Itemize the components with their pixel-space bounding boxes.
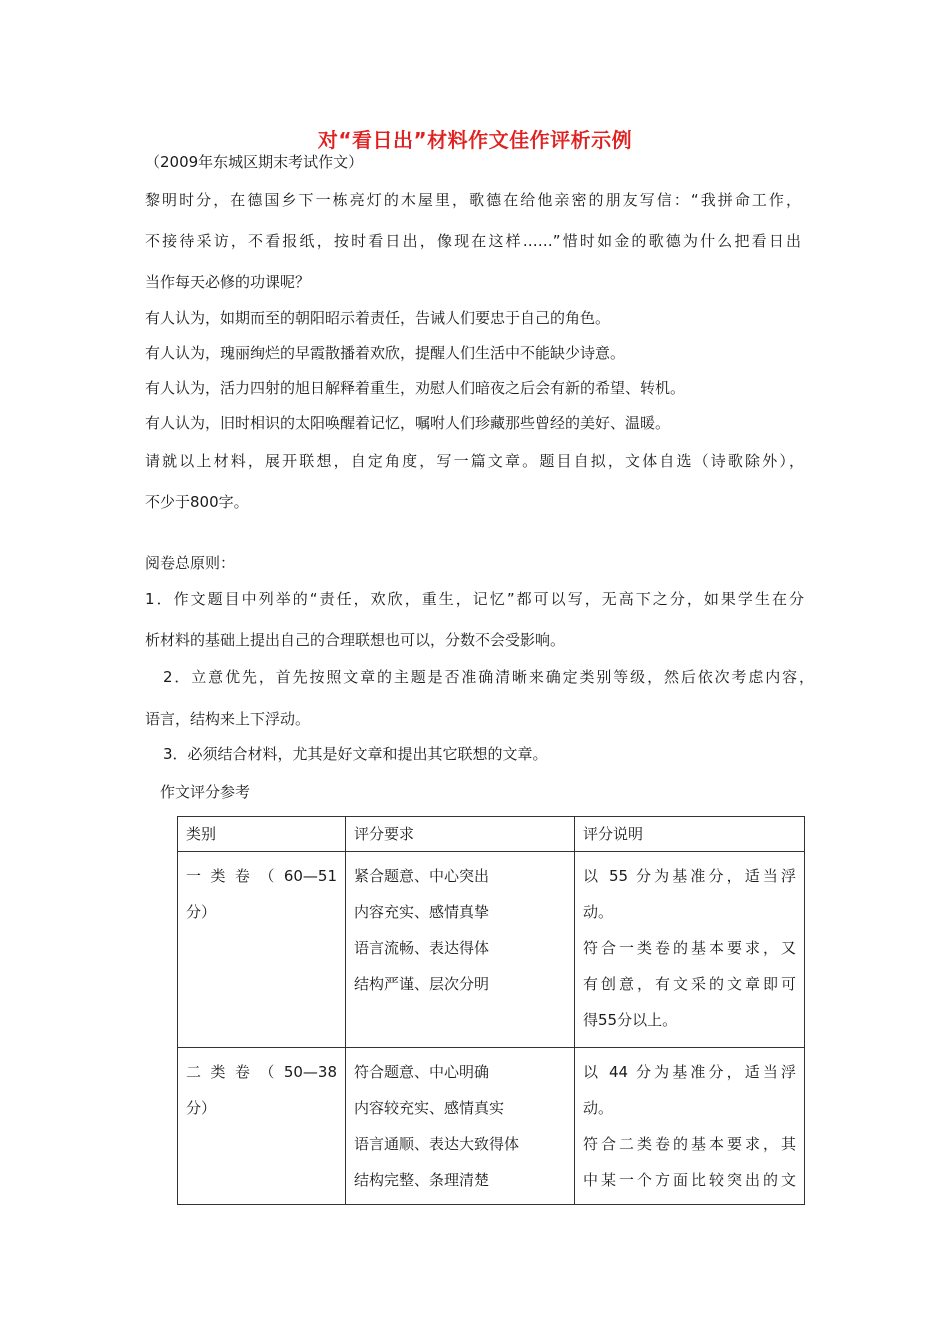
notes-cell [575, 1048, 805, 1205]
requirements-cell [346, 852, 575, 1048]
principle-1-line-1: 1．作文题目中列举的“责任，欢欣，重生，记忆”都可以写，无高下之分，如果学生在分 [145, 590, 804, 608]
header-notes: 评分说明 [575, 817, 805, 852]
category-cell [178, 1048, 346, 1205]
material-line-3: 当作每天必修的功课呢？ [145, 273, 311, 291]
note-line: 符合二类卷的基本要求，其 [583, 1135, 796, 1153]
requirement-line: 语言流畅、表达得体 [354, 939, 490, 957]
requirement-line: 结构严谨、层次分明 [354, 975, 490, 993]
document-title: 对“看日出”材料作文佳作评析示例 [317, 128, 633, 152]
requirements-cell [346, 1048, 575, 1205]
note-line: 动。 [583, 903, 614, 921]
principle-2-line-2: 语言，结构来上下浮动。 [145, 710, 311, 728]
material-line-1: 黎明时分，在德国乡下一栋亮灯的木屋里，歌德在给他亲密的朋友写信：“我拼命工作， [145, 191, 801, 209]
table-row [178, 852, 805, 1048]
note-line: 中某一个方面比较突出的文 [583, 1171, 796, 1189]
viewpoint-1: 有人认为，如期而至的朝阳昭示着责任，告诫人们要忠于自己的角色。 [145, 309, 611, 327]
requirement-line: 内容较充实、感情真实 [354, 1099, 505, 1117]
header-requirements: 评分要求 [346, 817, 575, 852]
viewpoint-3: 有人认为，活力四射的旭日解释着重生，劝慰人们暗夜之后会有新的希望、转机。 [145, 379, 686, 397]
material-line-2: 不接待采访，不看报纸，按时看日出，像现在这样……”惜时如金的歌德为什么把看日出 [145, 232, 801, 250]
note-line: 得55分以上。 [583, 1011, 678, 1029]
category-line-1: 一 类 卷 （ 60—51 [186, 867, 337, 885]
table-header-row [178, 817, 805, 852]
principle-2-line-1: 2．立意优先，首先按照文章的主题是否准确清晰来确定类别等级，然后依次考虑内容， [163, 668, 814, 686]
task-line-1: 请就以上材料，展开联想，自定角度，写一篇文章。题目自拟，文体自选（诗歌除外）， [145, 452, 804, 470]
viewpoint-2: 有人认为，瑰丽绚烂的早霞散播着欢欣，提醒人们生活中不能缺少诗意。 [145, 344, 626, 362]
scoring-table [177, 816, 805, 1205]
note-line: 有创意，有文采的文章即可 [583, 975, 796, 993]
note-line: 以 55 分为基准分，适当浮 [583, 867, 796, 885]
notes-cell [575, 852, 805, 1048]
principle-1-line-2: 析材料的基础上提出自己的合理联想也可以，分数不会受影响。 [145, 631, 566, 649]
requirement-line: 结构完整、条理清楚 [354, 1171, 490, 1189]
principles-heading: 阅卷总原则： [145, 554, 236, 572]
note-line: 动。 [583, 1099, 614, 1117]
requirement-line: 语言通顺、表达大致得体 [354, 1135, 520, 1153]
table-caption: 作文评分参考 [160, 783, 251, 801]
category-line-2: 分） [186, 1099, 217, 1117]
category-cell [178, 852, 346, 1048]
requirement-line: 内容充实、感情真挚 [354, 903, 490, 921]
header-category: 类别 [178, 817, 346, 852]
category-line-2: 分） [186, 903, 217, 921]
table-row [178, 1048, 805, 1205]
note-line: 以 44 分为基准分，适当浮 [583, 1063, 796, 1081]
principle-3: 3．必须结合材料，尤其是好文章和提出其它联想的文章。 [163, 745, 548, 763]
task-line-2: 不少于800字。 [145, 493, 249, 511]
requirement-line: 紧合题意、中心突出 [354, 867, 490, 885]
note-line: 符合一类卷的基本要求，又 [583, 939, 796, 957]
category-line-1: 二 类 卷 （ 50—38 [186, 1063, 337, 1081]
requirement-line: 符合题意、中心明确 [354, 1063, 490, 1081]
viewpoint-4: 有人认为，旧时相识的太阳唤醒着记忆，嘱咐人们珍藏那些曾经的美好、温暖。 [145, 414, 671, 432]
subtitle: （2009年东城区期末考试作文） [145, 153, 364, 171]
